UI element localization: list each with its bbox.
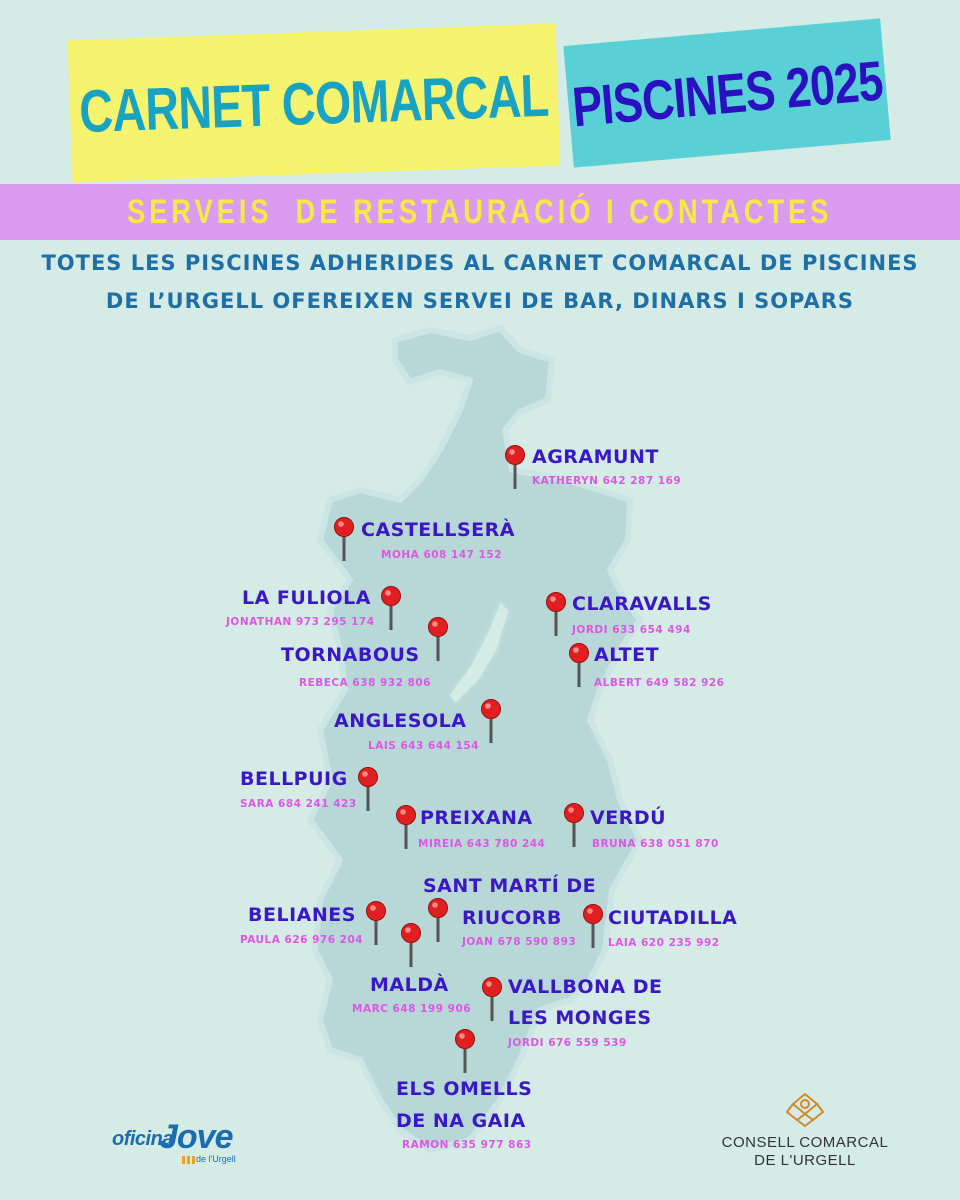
map-pin-icon [357, 766, 379, 812]
contact-agramunt: KATHERYN 642 287 169 [532, 475, 682, 487]
contact-tornabous: REBECA 638 932 806 [299, 677, 431, 689]
contact-els-omells: RAMON 635 977 863 [402, 1139, 532, 1151]
contact-castellsera: MOHA 608 147 152 [381, 549, 503, 561]
map-pin-icon [333, 516, 355, 562]
banner-text: SERVEIS DE RESTAURACIÓ I CONTACTES [127, 192, 833, 231]
subtitle-line2: DE L’URGELL OFEREIXEN SERVEI DE BAR, DINARS I SOPARS [105, 289, 855, 313]
town-preixana: PREIXANA [420, 807, 533, 829]
town-sant-marti-de-riucorb-line2: RIUCORB [462, 907, 562, 929]
map-pin-icon [427, 616, 449, 662]
town-ciutadilla: CIUTADILLA [608, 907, 738, 929]
contact-vallbona: JORDI 676 559 539 [508, 1037, 627, 1049]
map-pin-icon [380, 585, 402, 631]
consell-line1: CONSELL COMARCAL [721, 1134, 889, 1151]
map-pin-icon [563, 802, 585, 848]
contact-altet: ALBERT 649 582 926 [594, 677, 725, 689]
map-pin-icon [395, 804, 417, 850]
contact-ciutadilla: LAIA 620 235 992 [608, 937, 720, 949]
town-anglesola: ANGLESOLA [334, 710, 467, 732]
town-verdu: VERDÚ [590, 807, 667, 829]
town-els-omells-line1: ELS OMELLS [396, 1078, 533, 1100]
map-pin-icon [365, 900, 387, 946]
map-pin-icon [400, 922, 422, 968]
logo-bars-icon [182, 1155, 196, 1165]
town-bellpuig: BELLPUIG [240, 768, 348, 790]
contact-claravalls: JORDI 633 654 494 [572, 624, 691, 636]
consell-line2: DE L'URGELL [754, 1152, 856, 1169]
town-malda: MALDÀ [370, 974, 449, 996]
town-belianes: BELIANES [248, 904, 356, 926]
town-altet: ALTET [594, 644, 660, 666]
contact-anglesola: LAIS 643 644 154 [368, 740, 480, 752]
map-pin-icon [427, 897, 449, 943]
subtitle-line1: TOTES LES PISCINES ADHERIDES AL CARNET COMARCAL DE PISCINES [41, 251, 919, 275]
map-pin-icon [504, 444, 526, 490]
consell-emblem-icon [783, 1090, 827, 1130]
logo-jove-word: Jove [159, 1118, 233, 1156]
contact-sant-marti-de-riucorb: JOAN 678 590 893 [462, 936, 577, 948]
town-tornabous: TORNABOUS [281, 644, 420, 666]
town-castellsera: CASTELLSERÀ [361, 519, 515, 541]
map-pin-icon [568, 642, 590, 688]
contact-belianes: PAULA 626 976 204 [240, 934, 364, 946]
town-vallbona-line1: VALLBONA DE [508, 976, 663, 998]
logo-oficina-sub: de l'Urgell [196, 1154, 236, 1164]
town-claravalls: CLARAVALLS [572, 593, 712, 615]
map-pin-icon [480, 698, 502, 744]
title-left-text: CARNET COMARCAL [78, 61, 550, 145]
town-vallbona-line2: LES MONGES [508, 1007, 652, 1029]
logo-oficina-word: oficina [112, 1128, 173, 1150]
subtitle [0, 244, 960, 320]
town-la-fuliola: LA FULIOLA [242, 587, 371, 609]
contact-bellpuig: SARA 684 241 423 [240, 798, 357, 810]
contact-la-fuliola: JONATHAN 973 295 174 [226, 616, 375, 628]
contact-verdu: BRUNA 638 051 870 [592, 838, 719, 850]
map-pin-icon [481, 976, 503, 1022]
map-pin-icon [545, 591, 567, 637]
consell-comarcal-logo [720, 1090, 890, 1170]
title-carnet-comarcal [68, 24, 561, 183]
map-pin-icon [454, 1028, 476, 1074]
contact-malda: MARC 648 199 906 [352, 1003, 472, 1015]
contact-preixana: MIREIA 643 780 244 [418, 838, 546, 850]
town-els-omells-line2: DE NA GAIA [396, 1110, 526, 1132]
town-agramunt: AGRAMUNT [532, 446, 659, 468]
town-sant-marti-de-riucorb-line1: SANT MARTÍ DE [423, 875, 597, 897]
services-banner [0, 184, 960, 240]
map-pin-icon [582, 903, 604, 949]
title-right-text: PISCINES 2025 [569, 48, 885, 138]
